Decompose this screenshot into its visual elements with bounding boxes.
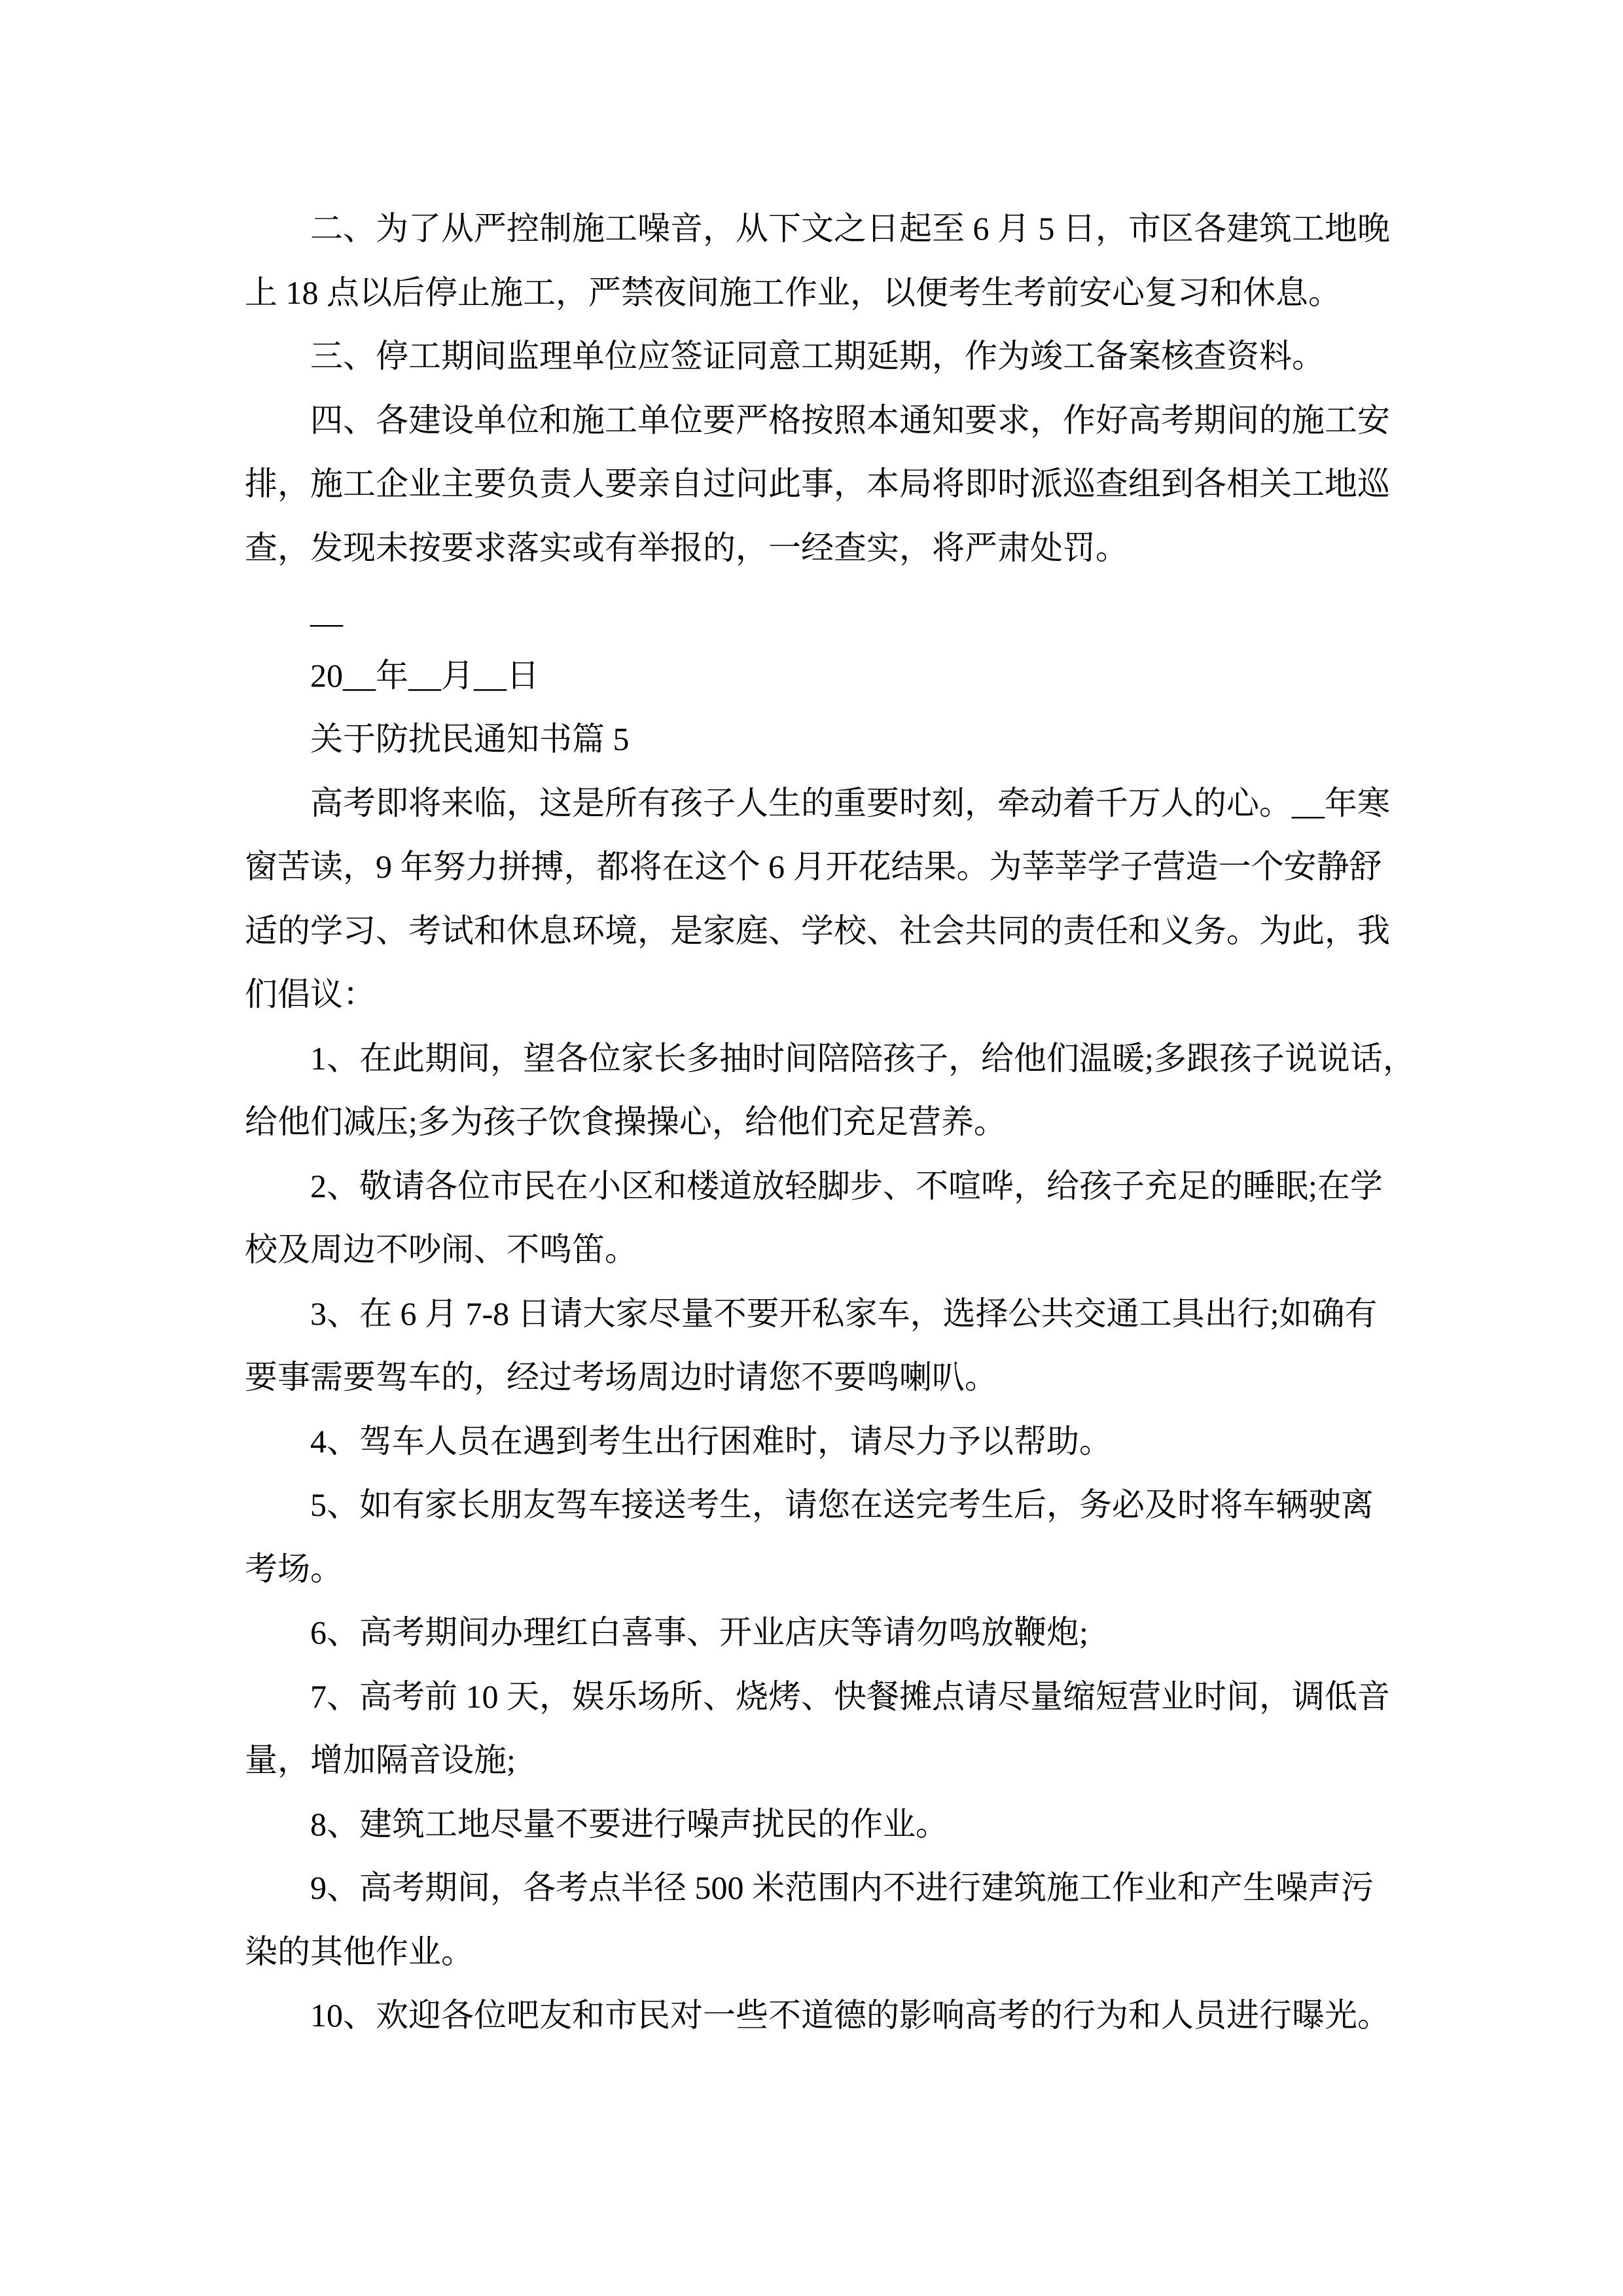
- document-text-block: [245, 197, 1416, 2048]
- text-line: 校及周边不吵闹、不鸣笛。: [245, 1231, 637, 1268]
- text-line: 窗苦读，9 年努力拼搏，都将在这个 6 月开花结果。为莘莘学子营造一个安静舒: [245, 848, 1382, 885]
- text-line: 们倡议：: [245, 976, 376, 1013]
- text-line: 排，施工企业主要负责人要亲自过问此事，本局将即时派巡查组到各相关工地巡: [245, 465, 1390, 502]
- text-line: 9、高考期间，各考点半径 500 米范围内不进行建筑施工作业和产生噪声污: [310, 1869, 1374, 1906]
- text-line: 查，发现未按要求落实或有举报的，一经查实，将严肃处罚。: [245, 529, 1128, 566]
- text-line: 6、高考期间办理红白喜事、开业店庆等请勿鸣放鞭炮;: [310, 1614, 1088, 1651]
- text-line: 5、如有家长朋友驾车接送考生，请您在送完考生后，务必及时将车辆驶离: [310, 1486, 1374, 1523]
- text-line: 量，增加隔音设施;: [245, 1742, 516, 1778]
- text-line: 高考即将来临，这是所有孩子人生的重要时刻，牵动着千万人的心。__年寒: [310, 784, 1390, 821]
- text-line: 7、高考前 10 天，娱乐场所、烧烤、快餐摊点请尽量缩短营业时间，调低音: [310, 1677, 1390, 1715]
- text-line: 2、敬请各位市民在小区和楼道放轻脚步、不喧哗，给孩子充足的睡眠;在学: [310, 1167, 1383, 1204]
- text-line: 4、驾车人员在遇到考生出行困难时，请尽力予以帮助。: [310, 1422, 1112, 1460]
- text-line: 20__年__月__日: [310, 656, 539, 694]
- text-line: 3、在 6 月 7-8 日请大家尽量不要开私家车，选择公共交通工具出行;如确有: [310, 1295, 1378, 1332]
- text-line: 二、为了从严控制施工噪音，从下文之日起至 6 月 5 日，市区各建筑工地晚: [310, 210, 1390, 247]
- text-line: 上 18 点以后停止施工，严禁夜间施工作业，以便考生考前安心复习和休息。: [245, 274, 1341, 311]
- text-line: 1、在此期间，望各位家长多抽时间陪陪孩子，给他们温暖;多跟孩子说说话，: [310, 1039, 1416, 1077]
- text-line: 四、各建设单位和施工单位要严格按照本通知要求，作好高考期间的施工安: [310, 401, 1390, 439]
- text-line: 适的学习、考试和休息环境，是家庭、学校、社会共同的责任和义务。为此，我: [245, 912, 1390, 949]
- text-line: 关于防扰民通知书篇 5: [310, 721, 630, 757]
- text-line: __: [310, 593, 343, 630]
- text-line: 要事需要驾车的，经过考场周边时请您不要鸣喇叭。: [245, 1359, 997, 1395]
- text-line: 给他们减压;多为孩子饮食操操心，给他们充足营养。: [245, 1103, 1007, 1140]
- text-line: 10、欢迎各位吧友和市民对一些不道德的影响高考的行为和人员进行曝光。: [310, 1997, 1390, 2034]
- text-line: 染的其他作业。: [245, 1933, 474, 1970]
- text-line: 8、建筑工地尽量不要进行噪声扰民的作业。: [310, 1805, 948, 1842]
- text-line: 三、停工期间监理单位应签证同意工期延期，作为竣工备案核查资料。: [310, 338, 1325, 374]
- text-line: 考场。: [245, 1550, 343, 1587]
